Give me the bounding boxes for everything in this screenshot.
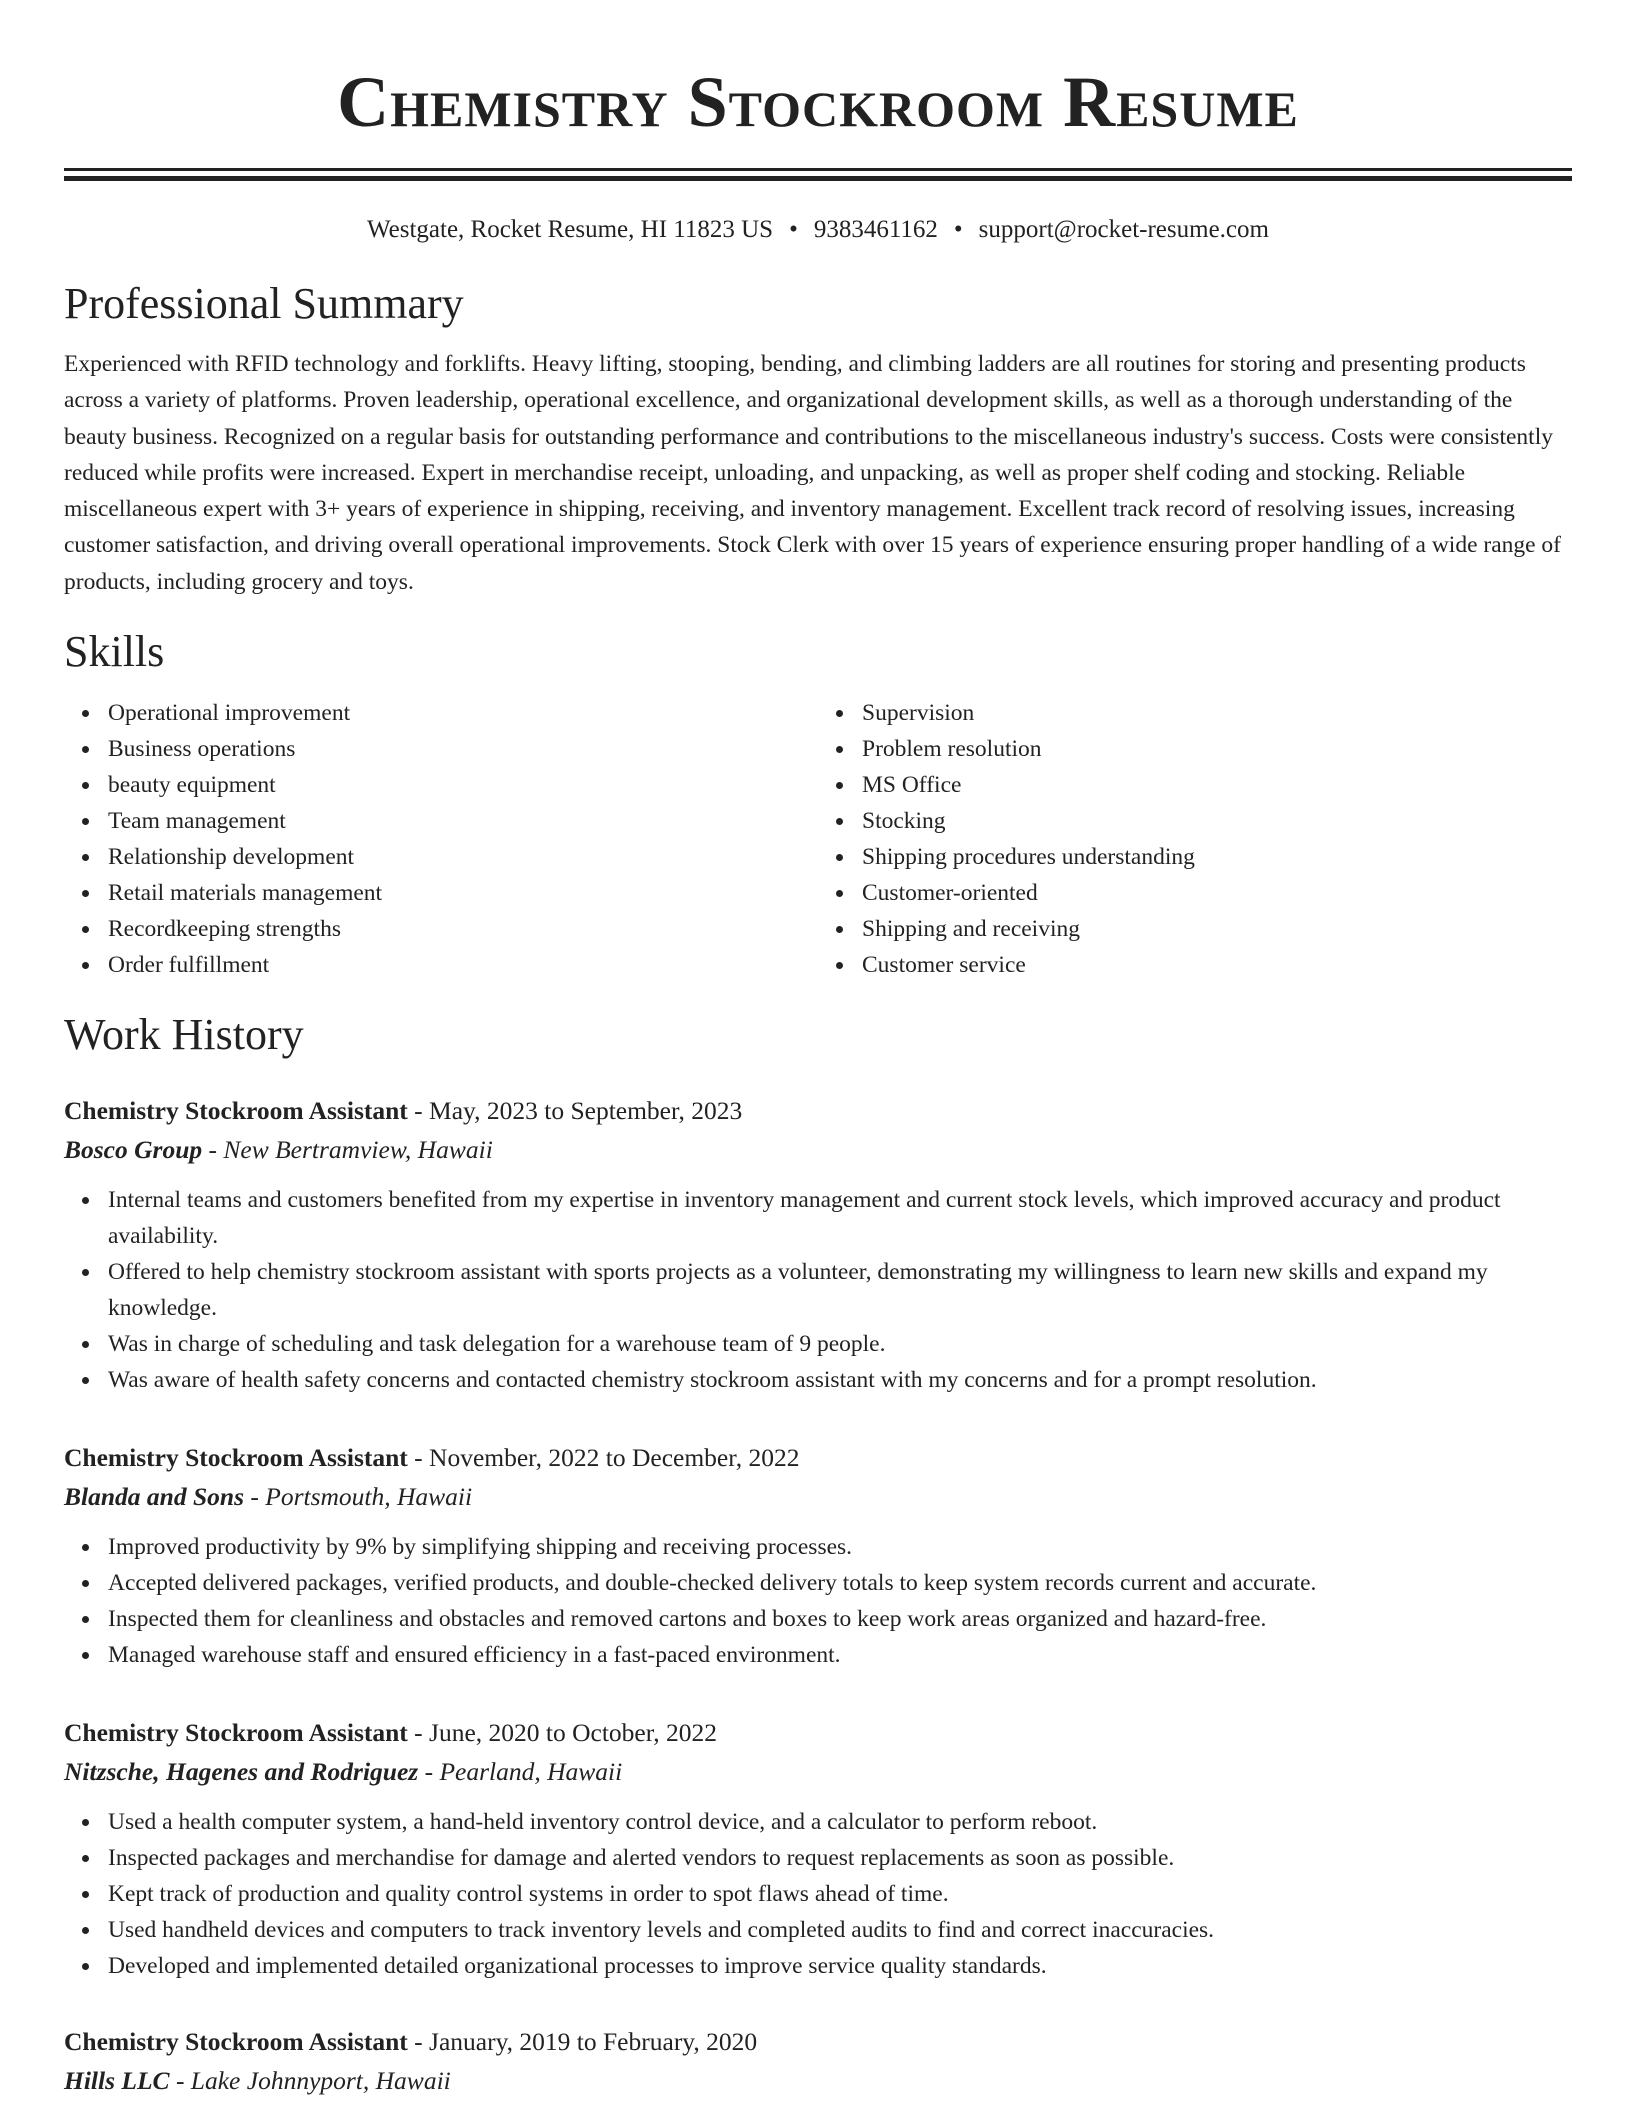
skill-item-text: Supervision [862, 700, 975, 727]
bullet-icon [82, 926, 89, 933]
duty-item [108, 1637, 1572, 1673]
skill-item-text: Team management [108, 808, 286, 835]
skill-item [108, 839, 818, 875]
skill-item-text: Retail materials management [108, 880, 383, 907]
bullet-icon [82, 1855, 89, 1862]
skill-item-text: Stocking [862, 808, 946, 835]
title-divider-thin [64, 168, 1572, 171]
skill-item-text: Business operations [108, 736, 296, 763]
bullet-icon [836, 890, 843, 897]
skill-item [862, 767, 1572, 803]
bullet-icon [82, 782, 89, 789]
duty-item-text: Inspected them for cleanliness and obstacles and removed cartons and boxes to keep work areas organized and hazard-free. [108, 1606, 1267, 1633]
work-history-heading: Work History [64, 1010, 304, 1060]
job-entry [64, 2022, 1572, 2100]
bullet-icon [82, 1616, 89, 1623]
skill-item-text: Operational improvement [108, 700, 351, 727]
duty-item-text: Developed and implemented detailed organizational processes to improve service quality standards. [108, 1953, 1047, 1980]
skill-item [862, 695, 1572, 731]
skill-item [862, 875, 1572, 911]
bullet-icon [836, 710, 843, 717]
job-role: Chemistry Stockroom Assistant [64, 1443, 408, 1473]
job-company: Hills LLC [64, 2066, 170, 2096]
bullet-icon [82, 1341, 89, 1348]
job-role: Chemistry Stockroom Assistant [64, 2027, 408, 2057]
job-location: - Pearland, Hawaii [418, 1757, 623, 1787]
job-company-line [64, 1752, 1572, 1791]
skill-item-text: Shipping procedures understanding [862, 844, 1195, 871]
job-company-line [64, 2061, 1572, 2100]
duty-item [108, 1529, 1572, 1565]
bullet-icon [82, 1963, 89, 1970]
contact-separator: • [789, 216, 798, 243]
job-role: Chemistry Stockroom Assistant [64, 1718, 408, 1748]
contact-line [64, 214, 1572, 246]
skill-item [108, 911, 818, 947]
bullet-icon [82, 1891, 89, 1898]
contact-email: support@rocket-resume.com [978, 216, 1269, 243]
work-history-list [64, 1091, 1572, 2100]
bullet-icon [836, 962, 843, 969]
bullet-icon [82, 854, 89, 861]
skill-item [862, 911, 1572, 947]
job-location: - Portsmouth, Hawaii [244, 1482, 473, 1512]
job-heading [64, 1713, 1572, 1752]
duty-item [108, 1254, 1572, 1326]
duty-item-text: Used a health computer system, a hand-held inventory control device, and a calculator to perform reboot. [108, 1809, 1098, 1836]
duty-item [108, 1912, 1572, 1948]
job-company-line [64, 1130, 1572, 1169]
resume-page [64, 0, 1572, 2100]
bullet-icon [82, 1197, 89, 1204]
bullet-icon [836, 854, 843, 861]
duty-item-text: Managed warehouse staff and ensured efficiency in a fast-paced environment. [108, 1642, 841, 1669]
skill-item [108, 803, 818, 839]
job-company: Blanda and Sons [64, 1482, 244, 1512]
bullet-icon [82, 1652, 89, 1659]
job-location: - Lake Johnnyport, Hawaii [169, 2066, 451, 2096]
duty-item-text: Inspected packages and merchandise for damage and alerted vendors to request replacements as soon as possible. [108, 1845, 1175, 1872]
bullet-icon [836, 818, 843, 825]
skill-item-text: MS Office [862, 772, 962, 799]
duty-item [108, 1948, 1572, 1984]
skill-item-text: Problem resolution [862, 736, 1042, 763]
bullet-icon [82, 890, 89, 897]
skills-list-left [64, 695, 818, 983]
bullet-icon [82, 1927, 89, 1934]
job-entry [64, 1438, 1572, 1673]
job-entry [64, 1713, 1572, 1984]
skill-item-text: Customer service [862, 952, 1026, 979]
job-duties-list [64, 1182, 1572, 1398]
contact-address: Westgate, Rocket Resume, HI 11823 US [367, 216, 774, 243]
bullet-icon [82, 1819, 89, 1826]
job-location: - New Bertramview, Hawaii [202, 1135, 493, 1165]
duty-item [108, 1876, 1572, 1912]
duty-item-text: Accepted delivered packages, verified products, and double-checked delivery totals to keep system records current and accurate. [108, 1570, 1317, 1597]
skill-item [862, 839, 1572, 875]
duty-item-text: Internal teams and customers benefited from my expertise in inventory management and current stock levels, which improved accuracy and product availability. [108, 1187, 1501, 1250]
summary-heading: Professional Summary [64, 279, 464, 328]
summary-text: Experienced with RFID technology and forklifts. Heavy lifting, stooping, bending, and climbing ladders are all routines for storing and presenting products across a variety of platforms. Proven leadership, operational excellence, and organizational development skills, as well as a thorough understanding of the beauty business. Recognized on a regular basis for outstanding performance and contributions to the miscellaneous industry's success. Costs were consistently reduced while profits were increased. Expert in merchandise receipt, unloading, and unpacking, as well as proper shelf coding and stocking. Reliable miscellaneous expert with 3+ years of experience in shipping, receiving, and inventory management. Excellent track record of resolving issues, increasing customer satisfaction, and driving overall operational improvements. Stock Clerk with over 15 years of experience ensuring proper handling of a wide range of products, including grocery and toys. [64, 351, 1562, 595]
resume-title: Chemistry Stockroom Resume [337, 62, 1299, 142]
bullet-icon [82, 710, 89, 717]
job-heading [64, 2022, 1572, 2061]
job-company-line [64, 1477, 1572, 1516]
skill-item [108, 695, 818, 731]
skill-item-text: Recordkeeping strengths [108, 916, 341, 943]
skills-heading: Skills [64, 627, 165, 677]
job-dates: - November, 2022 to December, 2022 [407, 1443, 800, 1473]
skill-item [108, 947, 818, 983]
skill-item [108, 875, 818, 911]
bullet-icon [82, 962, 89, 969]
bullet-icon [836, 926, 843, 933]
bullet-icon [836, 746, 843, 753]
title-divider-thick [64, 176, 1572, 181]
bullet-icon [82, 1377, 89, 1384]
job-entry [64, 1091, 1572, 1398]
skill-item [862, 731, 1572, 767]
skill-item-text: Order fulfillment [108, 952, 270, 979]
duty-item-text: Was in charge of scheduling and task delegation for a warehouse team of 9 people. [108, 1331, 886, 1358]
job-heading [64, 1438, 1572, 1477]
job-company: Bosco Group [64, 1135, 203, 1165]
duty-item-text: Offered to help chemistry stockroom assistant with sports projects as a volunteer, demonstrating my willingness to learn new skills and expand my knowledge. [108, 1259, 1488, 1322]
job-heading [64, 1091, 1572, 1130]
duty-item [108, 1840, 1572, 1876]
skills-grid [64, 695, 1572, 983]
job-dates: - January, 2019 to February, 2020 [407, 2027, 758, 2057]
job-duties-list [64, 1529, 1572, 1673]
skill-item-text: Customer-oriented [862, 880, 1038, 907]
job-role: Chemistry Stockroom Assistant [64, 1096, 408, 1126]
bullet-icon [836, 782, 843, 789]
skill-item-text: Relationship development [108, 844, 355, 871]
duty-item-text: Was aware of health safety concerns and contacted chemistry stockroom assistant with my concerns and for a prompt resolution. [108, 1367, 1317, 1394]
duty-item [108, 1804, 1572, 1840]
duty-item-text: Improved productivity by 9% by simplifying shipping and receiving processes. [108, 1534, 853, 1561]
contact-separator: • [953, 216, 963, 243]
job-dates: - June, 2020 to October, 2022 [407, 1718, 717, 1748]
skill-item-text: beauty equipment [108, 772, 276, 799]
skill-item [862, 947, 1572, 983]
bullet-icon [82, 1580, 89, 1587]
bullet-icon [82, 1269, 89, 1276]
duty-item [108, 1362, 1572, 1398]
bullet-icon [82, 1544, 89, 1551]
contact-phone: 9383461162 [813, 216, 938, 243]
skill-item [862, 803, 1572, 839]
duty-item [108, 1182, 1572, 1254]
duty-item-text: Kept track of production and quality control systems in order to spot flaws ahead of time. [108, 1881, 949, 1908]
job-company: Nitzsche, Hagenes and Rodriguez [64, 1757, 419, 1787]
duty-item [108, 1326, 1572, 1362]
bullet-icon [82, 818, 89, 825]
skill-item [108, 731, 818, 767]
bullet-icon [82, 746, 89, 753]
skills-list-right [818, 695, 1572, 983]
job-dates: - May, 2023 to September, 2023 [407, 1096, 743, 1126]
skill-item-text: Shipping and receiving [862, 916, 1080, 943]
job-duties-list [64, 1804, 1572, 1984]
skill-item [108, 767, 818, 803]
duty-item-text: Used handheld devices and computers to track inventory levels and completed audits to find and correct inaccuracies. [108, 1917, 1215, 1944]
duty-item [108, 1565, 1572, 1601]
duty-item [108, 1601, 1572, 1637]
